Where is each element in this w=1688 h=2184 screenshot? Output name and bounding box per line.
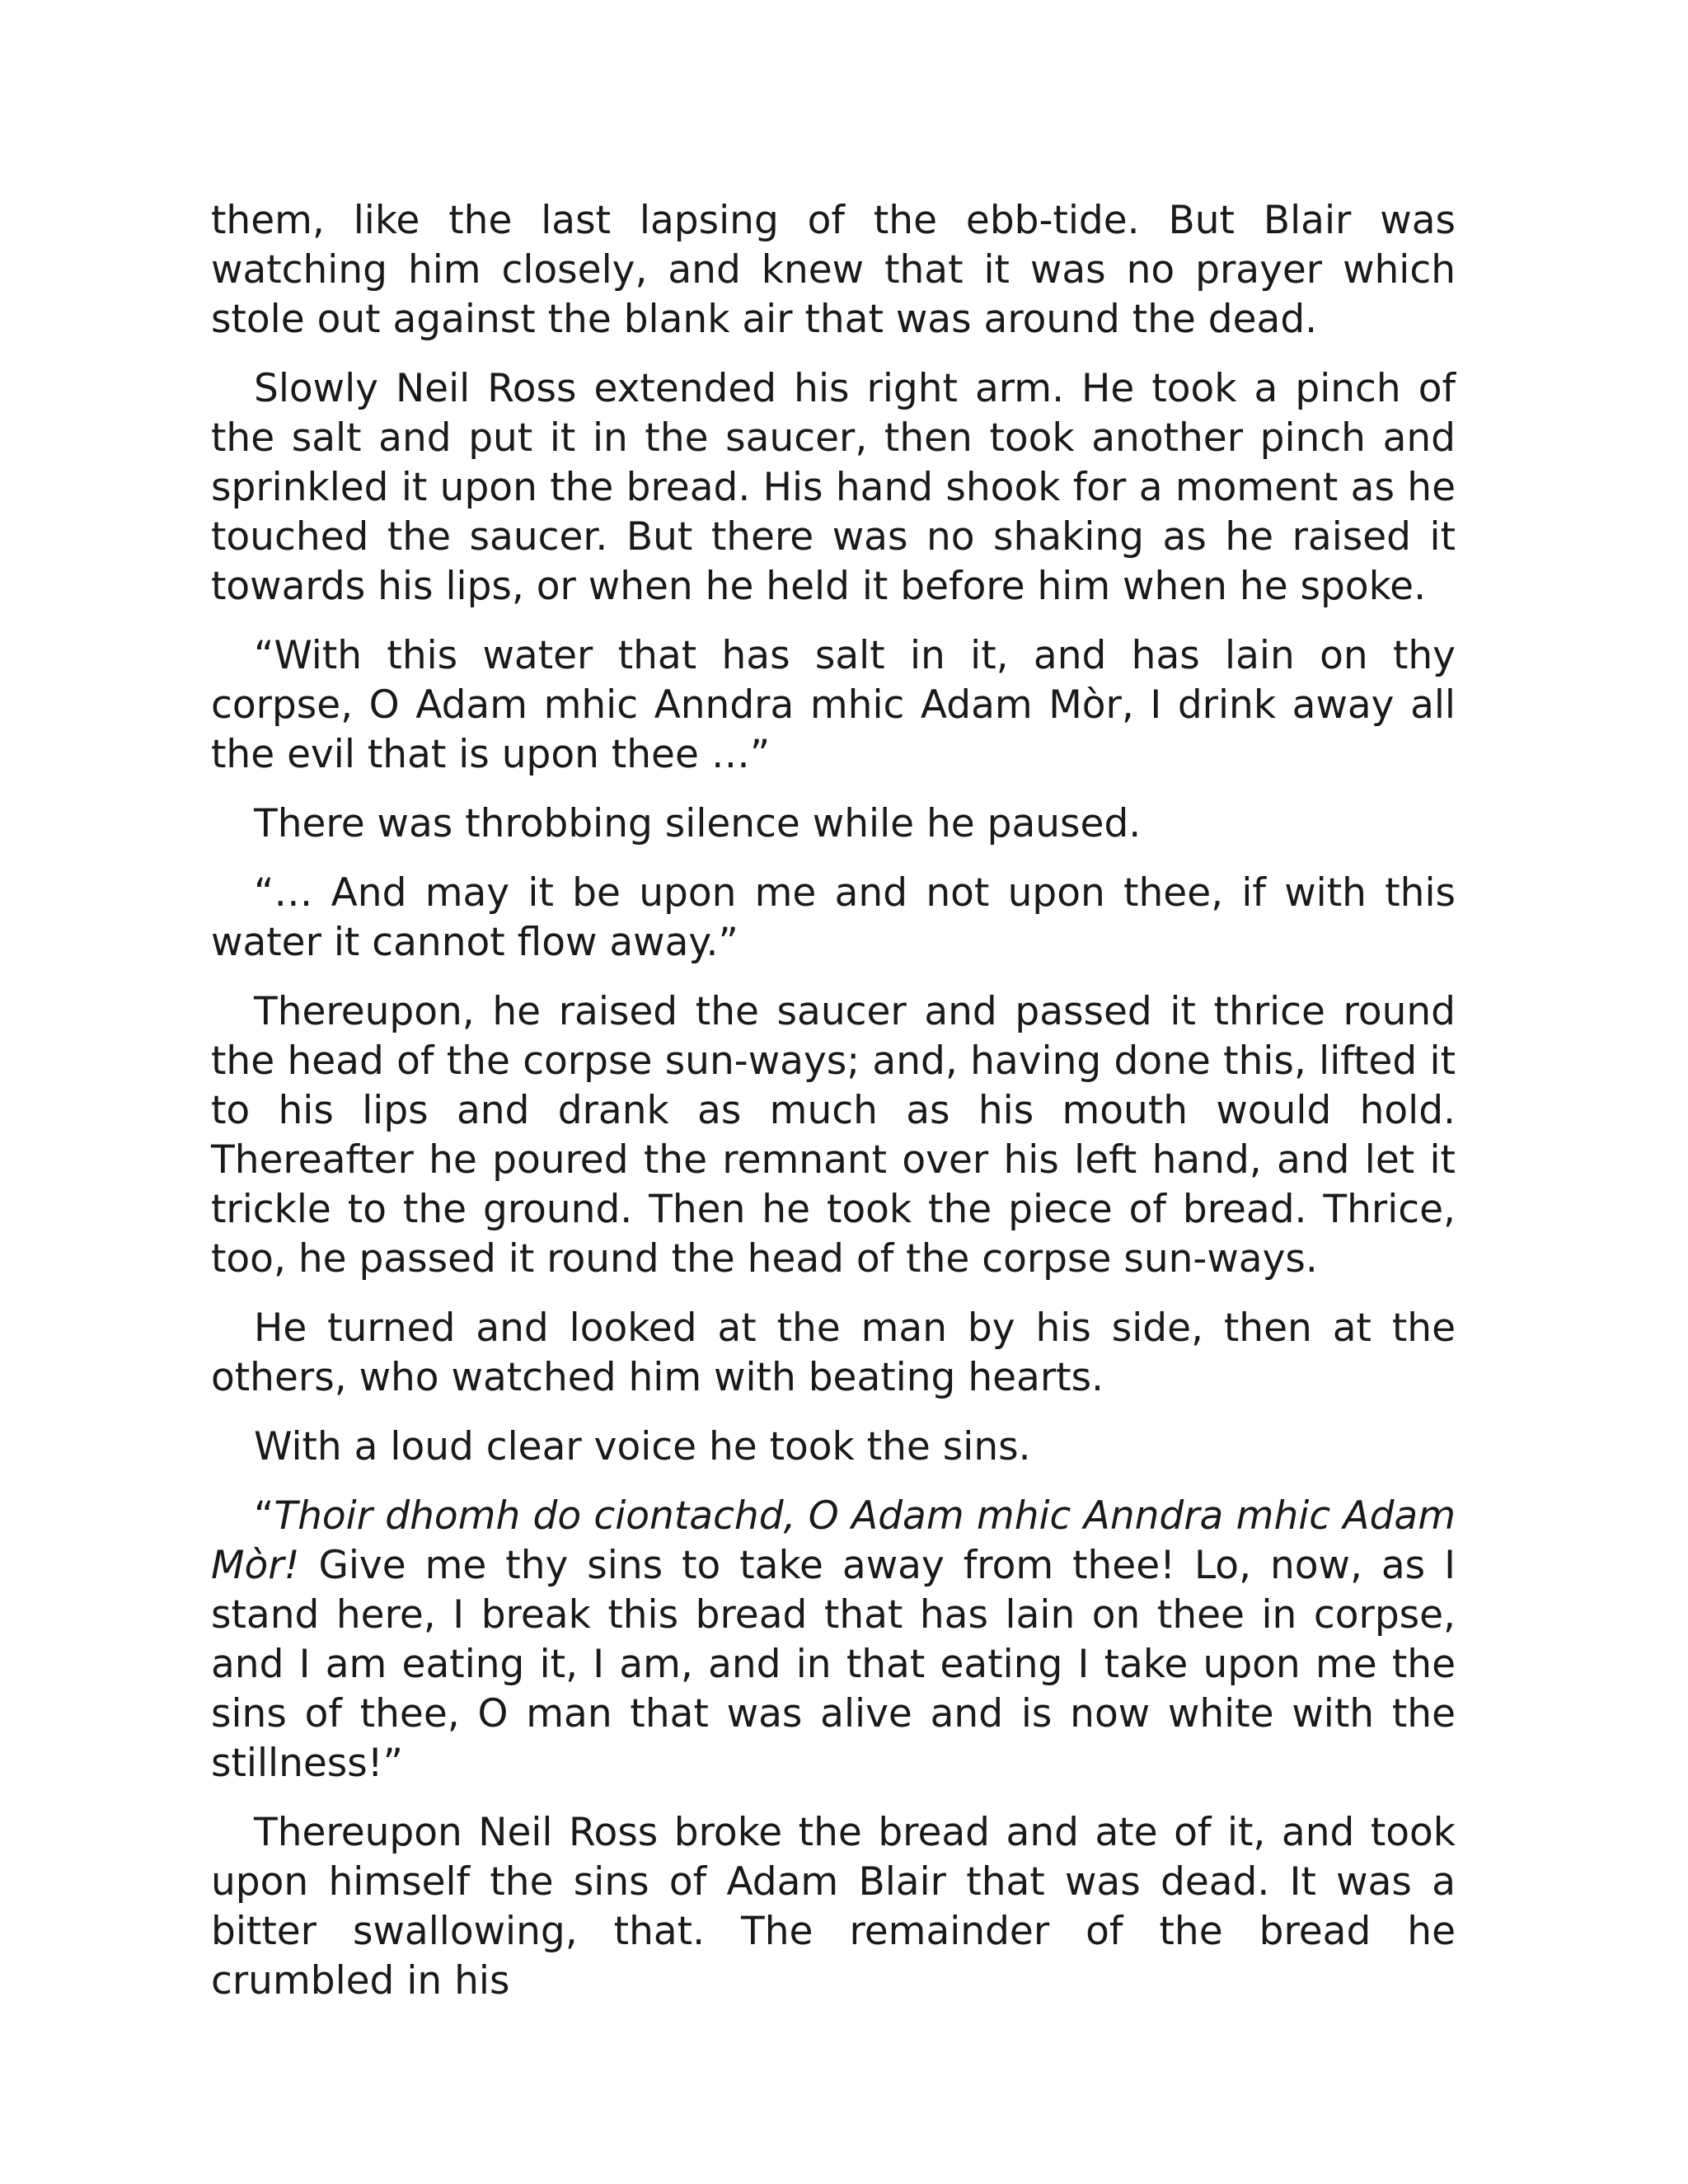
paragraph-5: “… And may it be upon me and not upon thee, if with this water it cannot flow away.” bbox=[211, 870, 1456, 965]
open-quote: “ bbox=[254, 1493, 274, 1539]
gaelic-phrase: Thoir dhomh do ciontachd, O Adam mhic Anndra mhic Adam Mòr! bbox=[211, 1493, 1456, 1588]
paragraph-3: “With this water that has salt in it, and has lain on thy corpse, O Adam mhic Anndra mhic Adam Mòr, I drink away all the evil that is upon thee …” bbox=[211, 633, 1456, 777]
paragraph-8: With a loud clear voice he took the sins. bbox=[254, 1424, 1031, 1469]
paragraph-1: them, like the last lapsing of the ebb-tide. But Blair was watching him closely, and knew that it was no prayer which stole out against the blank air that was around the dead. bbox=[211, 198, 1456, 342]
paragraph-6: Thereupon, he raised the saucer and passed it thrice round the head of the corpse sun-ways; and, having done this, lifted it to his lips and drank as much as his mouth would hold. Thereafter he poured the remnant over his left hand, and let it trickle to the ground. Then he took the piece of bread. Thrice, too, he passed it round the head of the corpse sun-ways. bbox=[211, 989, 1456, 1282]
paragraph-9-text: Give me thy sins to take away from thee! Lo, now, as I stand here, I break this bread that has lain on thee in corpse, and I am eating it, I am, and in that eating I take upon me the sins of thee, O man that was alive and is now white with the stillness!” bbox=[211, 1543, 1456, 1786]
paragraph-10: Thereupon Neil Ross broke the bread and ate of it, and took upon himself the sins of Adam Blair that was dead. It was a bitter swallowing, that. The remainder of the bread he crumbled in his bbox=[211, 1810, 1456, 2004]
paragraph-7: He turned and looked at the man by his side, then at the others, who watched him with beating hearts. bbox=[211, 1305, 1456, 1400]
paragraph-2: Slowly Neil Ross extended his right arm. He took a pinch of the salt and put it in the saucer, then took another pinch and sprinkled it upon the bread. His hand shook for a moment as he touched the saucer. But there was no shaking as he raised it towards his lips, or when he held it before him when he spoke. bbox=[211, 366, 1456, 609]
paragraph-9 bbox=[211, 1492, 1456, 1788]
page-body bbox=[211, 196, 1456, 2006]
paragraph-4: There was throbbing silence while he paused. bbox=[254, 801, 1142, 846]
